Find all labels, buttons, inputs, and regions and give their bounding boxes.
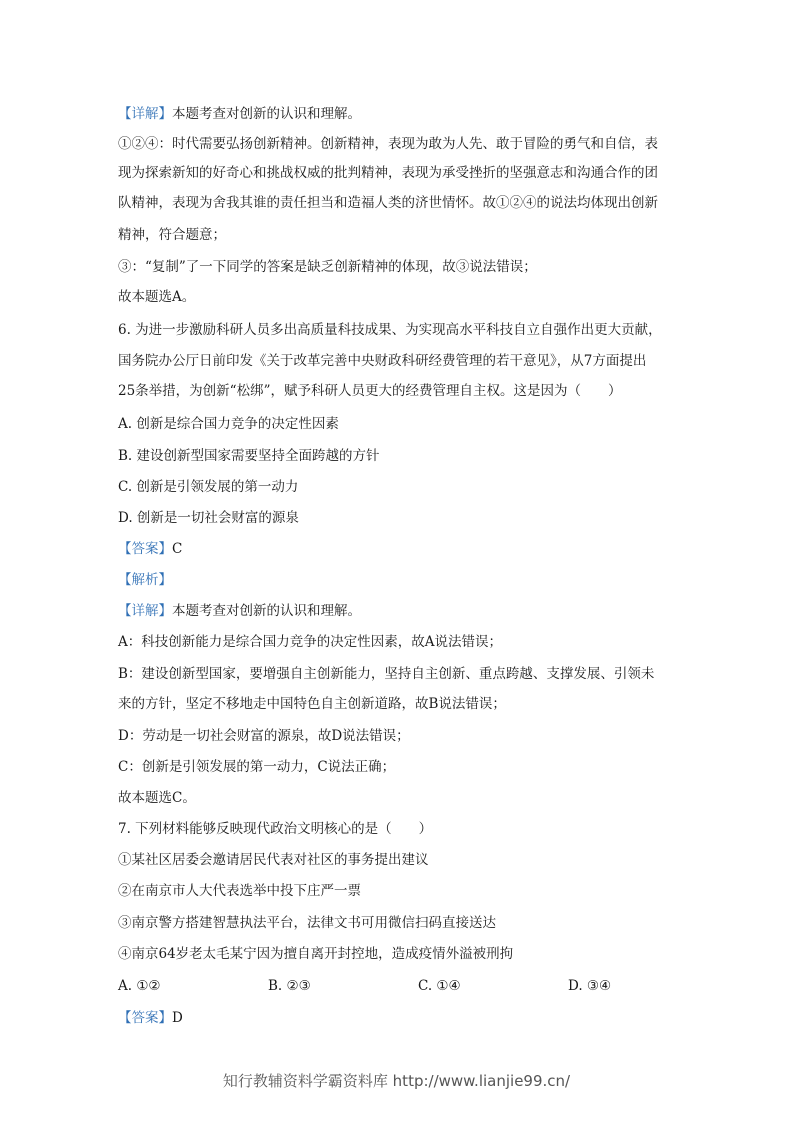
answer-tag: 【答案】: [118, 541, 172, 557]
line-text: ③：“复制”了一下同学的答案是缺乏创新精神的体现，故③说法错误；: [118, 259, 537, 275]
line-text: 7. 下列材料能够反映现代政治文明核心的是（ ）: [118, 821, 433, 837]
option-c: C. ①④: [418, 978, 461, 994]
material-item: [118, 944, 688, 964]
option-a: A. ①②: [118, 978, 161, 994]
line-text: C. 创新是引领发展的第一动力: [118, 479, 299, 495]
line-text: 本题考查对创新的认识和理解。: [172, 603, 361, 619]
question-6-stem: [118, 320, 688, 340]
material-item: [118, 881, 688, 901]
answer-line: [118, 539, 688, 559]
text-line: [118, 287, 688, 307]
line-text: B：建设创新型国家，要增强自主创新能力，坚持自主创新、重点跨越、支撑发展、引领未: [118, 666, 655, 682]
option-b: B. ②③: [268, 978, 311, 994]
line-text: C：创新是引领发展的第一动力，C说法正确；: [118, 759, 396, 775]
text-line: [118, 134, 688, 154]
option-d: [118, 508, 688, 528]
analysis-line: [118, 570, 688, 590]
option-a: [118, 414, 688, 434]
line-text: ③南京警方搭建智慧执法平台，法律文书可用微信扫码直接送达: [118, 915, 496, 931]
line-text: B. 建设创新型国家需要坚持全面跨越的方针: [118, 448, 380, 464]
line-text: 故本题选C。: [118, 790, 196, 806]
line-text: ②在南京市人大代表选举中投下庄严一票: [118, 883, 361, 899]
line-text: 国务院办公厅日前印发《关于改革完善中央财政科研经费管理的若干意见》，从7方面提出: [118, 353, 647, 369]
text-line: [118, 163, 688, 183]
line-text: 精神，符合题意；: [118, 227, 226, 243]
answer-line: [118, 1008, 688, 1028]
text-line: [118, 694, 688, 714]
line-text: 故本题选A。: [118, 289, 196, 305]
text-line: [118, 601, 688, 621]
answer-value: D: [172, 1010, 183, 1026]
text-line: [118, 757, 688, 777]
analysis-tag: 【解析】: [118, 572, 172, 588]
line-text: 6. 为进一步激励科研人员多出高质量科技成果、为实现高水平科技自立自强作出更大贡献，: [118, 322, 662, 338]
text-line: [118, 726, 688, 746]
text-line: [118, 104, 688, 124]
line-text: 来的方针，坚定不移地走中国特色自主创新道路，故B说法错误；: [118, 696, 506, 712]
footer-watermark: 知行教辅资料学霸资料库 http://www.lianjie99.cn/: [222, 1072, 571, 1090]
line-text: 25条举措，为创新“松绑”，赋予科研人员更大的经费管理自主权。这是因为（ ）: [118, 383, 622, 399]
text-line: [118, 225, 688, 245]
line-text: D：劳动是一切社会财富的源泉，故D说法错误；: [118, 728, 410, 744]
question-6-stem: [118, 381, 688, 401]
line-text: 本题考查对创新的认识和理解。: [172, 106, 361, 122]
line-text: ①某社区居委会邀请居民代表对社区的事务提出建议: [118, 852, 429, 868]
detail-tag: 【详解】: [118, 106, 172, 122]
answer-tag: 【答案】: [118, 1010, 172, 1026]
line-text: ④南京64岁老太毛某宁因为擅自离开封控地，造成疫情外溢被刑拘: [118, 946, 514, 962]
text-line: [118, 788, 688, 808]
text-line: [118, 664, 688, 684]
line-text: ①②④：时代需要弘扬创新精神。创新精神，表现为敢为人先、敢于冒险的勇气和自信，表: [118, 136, 658, 152]
question-7-stem: [118, 819, 688, 839]
detail-tag: 【详解】: [118, 603, 172, 619]
text-line: [118, 257, 688, 277]
text-line: [118, 193, 688, 213]
line-text: 现为探索新知的好奇心和挑战权威的批判精神，表现为承受挫折的坚强意志和沟通合作的团: [118, 165, 658, 181]
question-7-options: [118, 976, 718, 996]
line-text: D. 创新是一切社会财富的源泉: [118, 510, 299, 526]
line-text: A. 创新是综合国力竞争的决定性因素: [118, 416, 339, 432]
material-item: [118, 913, 688, 933]
question-6-stem: [118, 351, 688, 371]
option-b: [118, 446, 688, 466]
option-c: [118, 477, 688, 497]
option-d: D. ③④: [568, 978, 612, 994]
material-item: [118, 850, 688, 870]
line-text: 队精神，表现为舍我其谁的责任担当和造福人类的济世情怀。故①②④的说法均体现出创新: [118, 195, 658, 211]
answer-value: C: [172, 541, 183, 557]
text-line: [118, 632, 688, 652]
line-text: A：科技创新能力是综合国力竞争的决定性因素，故A说法错误；: [118, 634, 502, 650]
